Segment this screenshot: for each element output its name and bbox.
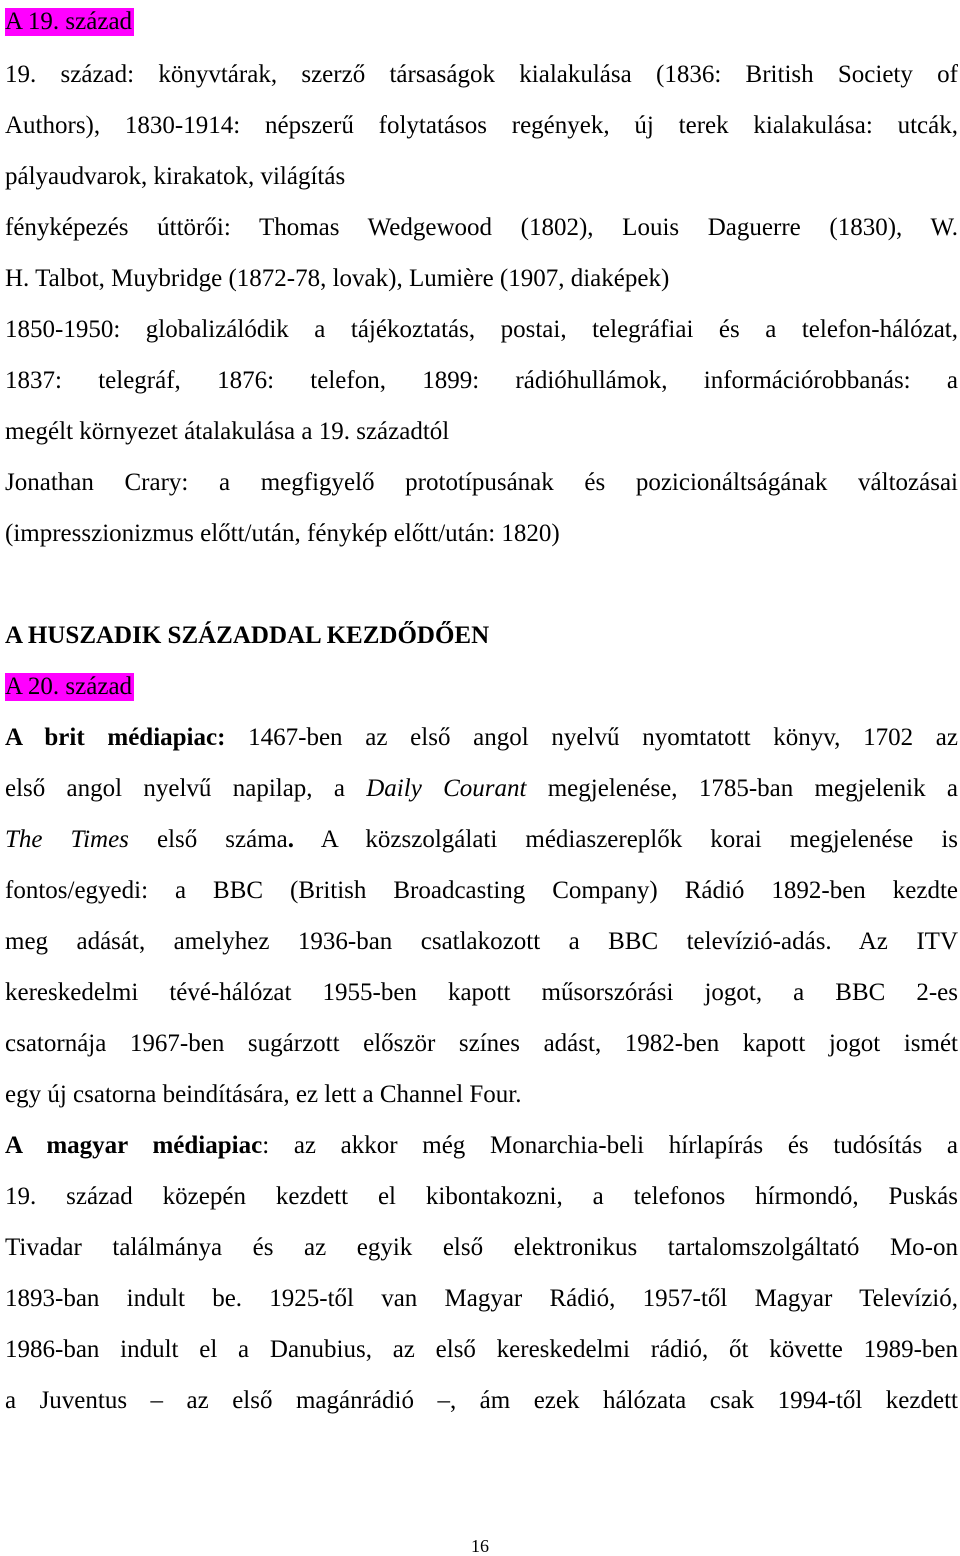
- text-line: megélt környezet átalakulása a 19. századtól: [5, 418, 450, 445]
- page-number: 16: [471, 1536, 489, 1556]
- section-19-heading: A 19. század: [5, 8, 133, 35]
- text-run: [5, 826, 294, 853]
- brit-line-1: [5, 723, 958, 753]
- magyar-line-1: [5, 1131, 958, 1161]
- newspaper-title: The Times: [5, 826, 129, 853]
- brit-line-3: [5, 825, 958, 855]
- text-line: 1837: telegráf, 1876: telefon, 1899: rádióhullámok, információrobbanás: a: [5, 367, 958, 394]
- text-line: meg adását, amelyhez 1936-ban csatlakozott a BBC televízió-adás. Az ITV: [5, 928, 958, 955]
- text-line: Authors), 1830-1914: népszerű folytatásos regények, új terek kialakulása: utcák,: [5, 112, 958, 139]
- text-run: első száma: [156, 826, 288, 853]
- text-line: 19. század közepén kezdett el kibontakozni, a telefonos hírmondó, Puskás: [5, 1183, 958, 1210]
- text-line: 19. század: könyvtárak, szerző társaságok kialakulása (1836: British Society of: [5, 61, 958, 88]
- magyar-label: A magyar médiapiac: [5, 1132, 263, 1159]
- text-line: Jonathan Crary: a megfigyelő prototípusának és pozicionáltságának változásai: [5, 469, 958, 496]
- text-line: 1850-1950: globalizálódik a tájékoztatás, postai, telegráfiai és a telefon-hálózat,: [5, 316, 958, 343]
- text-run: megjelenése, 1785-ban megjelenik a: [547, 775, 958, 802]
- text-line: 1986-ban indult el a Danubius, az első kereskedelmi rádió, őt követte 1989-ben: [5, 1336, 958, 1363]
- text-run: A közszolgálati médiaszereplők korai megjelenése is: [320, 826, 959, 853]
- text-line: egy új csatorna beindítására, ez lett a Channel Four.: [5, 1081, 522, 1108]
- text-line: fényképezés úttörői: Thomas Wedgewood (1802), Louis Daguerre (1830), W.: [5, 214, 958, 241]
- newspaper-title: Daily Courant: [366, 775, 527, 802]
- section-20-title: A HUSZADIK SZÁZADDAL KEZDŐDŐEN: [5, 622, 490, 649]
- brit-label: A brit médiapiac:: [5, 724, 226, 751]
- text-run: első angol nyelvű napilap, a: [5, 775, 345, 802]
- text-run: 1467-ben az első angol nyelvű nyomtatott könyv, 1702 az: [248, 724, 958, 751]
- section-20-heading: A 20. század: [5, 673, 133, 700]
- text-line: csatornája 1967-ben sugárzott először színes adást, 1982-ben kapott jogot ismét: [5, 1030, 958, 1057]
- text-line: kereskedelmi tévé-hálózat 1955-ben kapott műsorszórási jogot, a BBC 2-es: [5, 979, 958, 1006]
- text-line: Tivadar találmánya és az egyik első elektronikus tartalomszolgáltató Mo-on: [5, 1234, 958, 1261]
- text-run: : az akkor még Monarchia-beli hírlapírás és tudósítás a: [262, 1132, 958, 1159]
- text-line: pályaudvarok, kirakatok, világítás: [5, 163, 346, 190]
- section-20-heading-line: [5, 672, 958, 702]
- text-line: a Juventus – az első magánrádió –, ám ezek hálózata csak 1994-től kezdett: [5, 1387, 958, 1414]
- text-line: fontos/egyedi: a BBC (British Broadcasting Company) Rádió 1892-ben kezdte: [5, 877, 958, 904]
- text-line: (impresszionizmus előtt/után, fénykép előtt/után: 1820): [5, 520, 560, 547]
- brit-line-2: [5, 774, 958, 804]
- text-line: H. Talbot, Muybridge (1872-78, lovak), Lumière (1907, diaképek): [5, 265, 670, 292]
- text-line: 1893-ban indult be. 1925-től van Magyar Rádió, 1957-től Magyar Televízió,: [5, 1285, 958, 1312]
- text-run: [5, 1132, 958, 1159]
- text-run: .: [287, 826, 295, 853]
- section-19-heading-line: [5, 7, 958, 37]
